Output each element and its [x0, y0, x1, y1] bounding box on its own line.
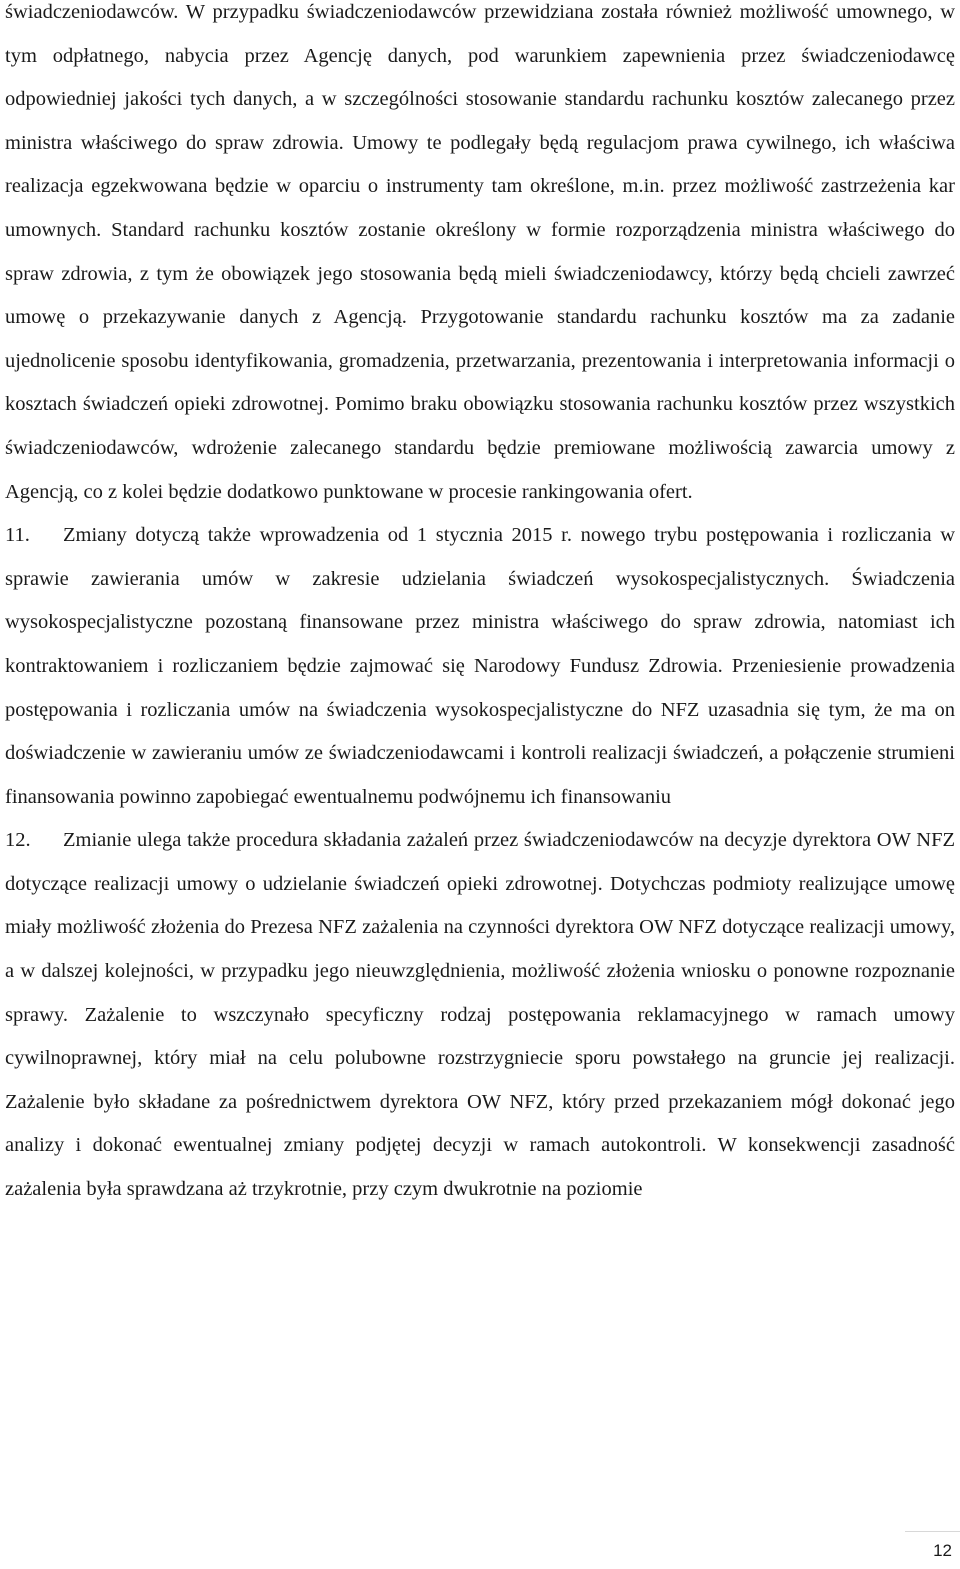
list-item-11 [5, 514, 955, 819]
list-item-number: 12. [5, 829, 31, 852]
paragraph-intro: świadczeniodawców. W przypadku świadczeniodawców przewidziana została również możliwość umownego, w tym odpłatnego, nabycia przez Agencję danych, pod warunkiem zapewnienia przez świadczeniodawcę odpowiedniej jakości tych danych, a w szczególności stosowanie standardu rachunku kosztów zalecanego przez ministra właściwego do spraw zdrowia. Umowy te podlegały będą regulacjom prawa cywilnego, ich właściwa realizacja egzekwowana będzie w oparciu o instrumenty tam określone, m.in. przez możliwość zastrzeżenia kar umownych. Standard rachunku kosztów zostanie określony w formie rozporządzenia ministra właściwego do spraw zdrowia, z tym że obowiązek jego stosowania będą mieli świadczeniodawcy, którzy będą chcieli zawrzeć umowę o przekazywanie danych z Agencją. Przygotowanie standardu rachunku kosztów ma za zadanie ujednolicenie sposobu identyfikowania, gromadzenia, przetwarzania, prezentowania i interpretowania informacji o kosztach świadczeń opieki zdrowotnej. Pomimo braku obowiązku stosowania rachunku kosztów przez wszystkich świadczeniodawców, wdrożenie zalecanego standardu będzie premiowane możliwością zawarcia umowy z Agencją, co z kolei będzie dodatkowo punktowane w procesie rankingowania ofert. [5, 1, 955, 503]
list-item-12 [5, 819, 955, 1211]
list-item-text: Zmiany dotyczą także wprowadzenia od 1 stycznia 2015 r. nowego trybu postępowania i rozliczania w sprawie zawierania umów w zakresie udzielania świadczeń wysokospecjalistycznych. Świadczenia wysokospecjalistyczne pozostaną finansowane przez ministra właściwego do spraw zdrowia, natomiast ich kontraktowaniem i rozliczaniem będzie zajmować się Narodowy Fundusz Zdrowia. Przeniesienie prowadzenia postępowania i rozliczania umów na świadczenia wysokospecjalistyczne do NFZ uzasadnia się tym, że ma on doświadczenie w zawieraniu umów ze świadczeniodawcami i kontroli realizacji świadczeń, a połączenie strumieni finansowania powinno zapobiegać ewentualnemu podwójnemu ich finansowaniu [5, 524, 955, 808]
page-number: 12 [933, 1541, 952, 1560]
list-item-text: Zmianie ulega także procedura składania zażaleń przez świadczeniodawców na decyzje dyrektora OW NFZ dotyczące realizacji umowy o udzielanie świadczeń opieki zdrowotnej. Dotychczas podmioty realizujące umowę miały możliwość złożenia do Prezesa NFZ zażalenia na czynności dyrektora OW NFZ dotyczące realizacji umowy, a w dalszej kolejności, w przypadku jego nieuwzględnienia, możliwość złożenia wniosku o ponowne rozpoznanie sprawy. Zażalenie to wszczynało specyficzny rodzaj postępowania reklamacyjnego w ramach umowy cywilnoprawnej, który miał na celu polubowne rozstrzygniecie sporu powstałego na gruncie jej realizacji. Zażalenie było składane za pośrednictwem dyrektora OW NFZ, który przed przekazaniem mógł dokonać jego analizy i dokonać ewentualnej zmiany podjętej decyzji w ramach autokontroli. W konsekwencji zasadność zażalenia była sprawdzana aż trzykrotnie, przy czym dwukrotnie na poziomie [5, 829, 955, 1201]
footer-divider [905, 1531, 960, 1532]
document-page [5, 0, 955, 1212]
list-item-number: 11. [5, 524, 30, 547]
